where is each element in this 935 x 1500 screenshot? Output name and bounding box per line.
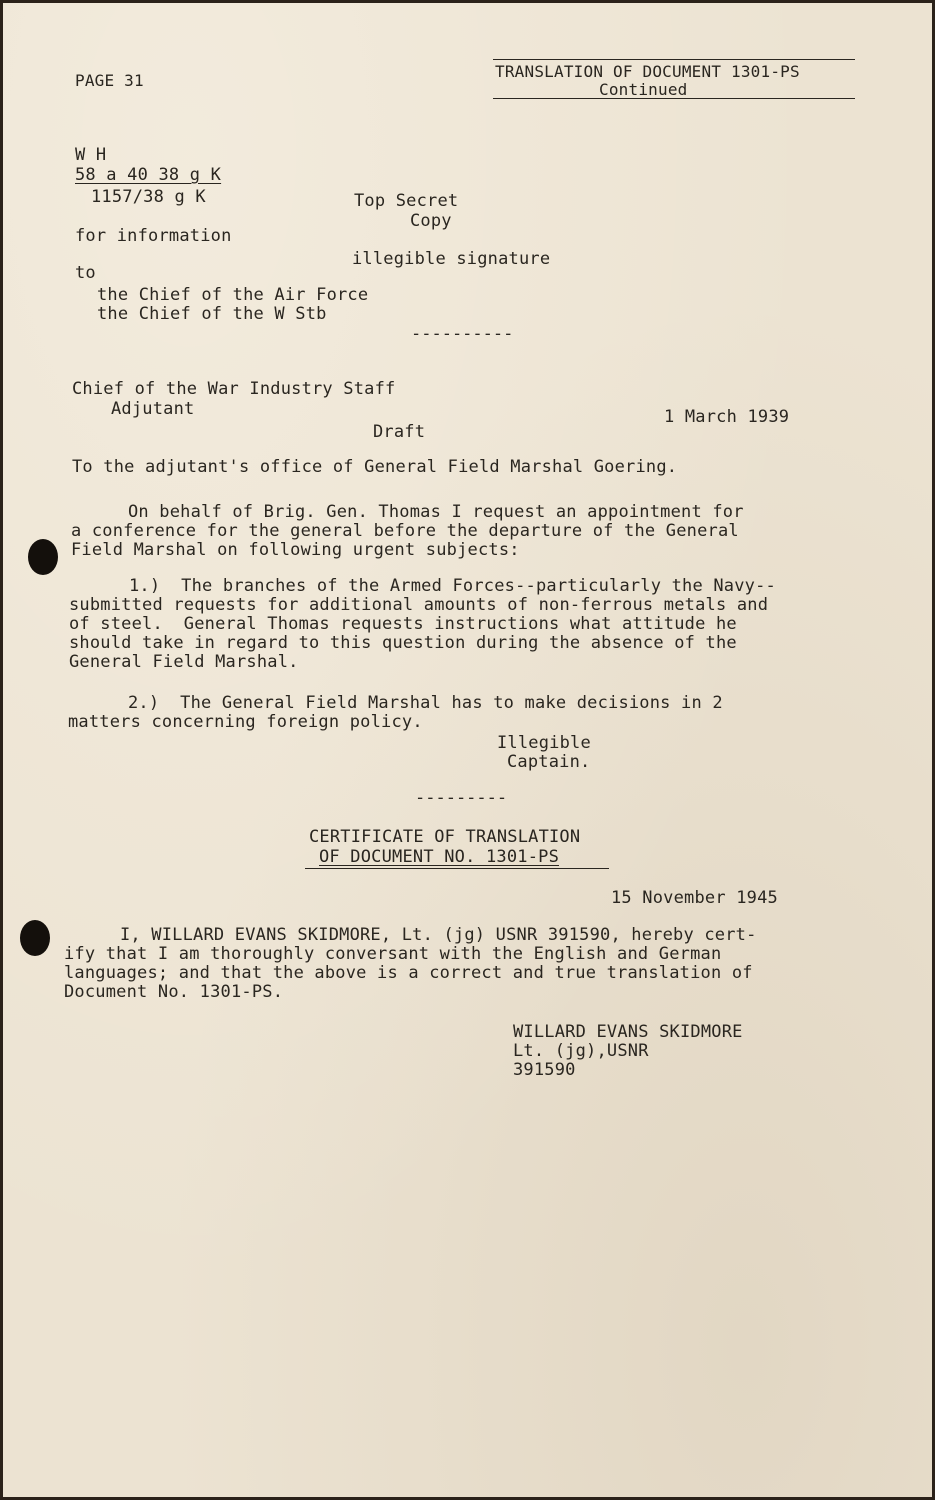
certificate-title-line2: OF DOCUMENT NO. 1301-PS — [319, 847, 560, 867]
punch-hole-top — [28, 539, 58, 575]
memo-item-1 — [69, 576, 776, 672]
page-number: PAGE 31 — [75, 71, 144, 90]
memo-from-line2: Adjutant — [111, 399, 195, 419]
memo-paragraph-1-line: a conference for the general before the departure of the General — [71, 521, 739, 541]
memo-item-1-line: of steel. General Thomas requests instructions what attitude he — [69, 614, 737, 634]
certificate-body — [64, 925, 757, 1002]
punch-hole-bottom — [20, 920, 50, 956]
classification-copy: Copy — [410, 211, 452, 231]
distribution-recipient-1: the Chief of the Air Force — [97, 285, 369, 305]
memo-item-2-line: matters concerning foreign policy. — [68, 712, 423, 732]
translator-service-number: 391590 — [513, 1060, 576, 1080]
separator-2: --------- — [415, 788, 508, 808]
header-top-rule — [493, 59, 855, 60]
signature-note: illegible signature — [352, 249, 551, 269]
certificate-body-line: I, WILLARD EVANS SKIDMORE, Lt. (jg) USNR 391590, hereby cert- — [120, 925, 757, 945]
distribution-to: to — [75, 263, 96, 283]
certificate-body-line: Document No. 1301-PS. — [64, 982, 284, 1002]
memo-paragraph-1 — [71, 502, 744, 560]
memo-item-2 — [68, 693, 723, 732]
memo-paragraph-1-line: Field Marshal on following urgent subjects: — [71, 540, 520, 560]
memo-item-2-line: 2.) The General Field Marshal has to make decisions in 2 — [128, 693, 723, 713]
memo-draft-label: Draft — [373, 422, 426, 442]
certificate-body-line: ify that I am thoroughly conversant with the English and German — [64, 944, 722, 964]
translator-name: WILLARD EVANS SKIDMORE — [513, 1022, 743, 1042]
memo-signature: Illegible — [497, 733, 591, 753]
file-ref-line3: 1157/38 g K — [91, 187, 206, 207]
memo-date: 1 March 1939 — [664, 407, 790, 427]
memo-paragraph-1-line: On behalf of Brig. Gen. Thomas I request an appointment for — [128, 502, 744, 522]
file-ref-line1: W H — [75, 145, 107, 165]
distribution-for-information: for information — [75, 226, 232, 246]
memo-addressee: To the adjutant's office of General Field Marshal Goering. — [72, 457, 678, 477]
classification-status: Top Secret — [354, 191, 459, 211]
document-subtitle: Continued — [599, 80, 688, 99]
document-title: TRANSLATION OF DOCUMENT 1301-PS — [495, 62, 800, 81]
certificate-title-underline — [305, 868, 609, 869]
certificate-title-line1: CERTIFICATE OF TRANSLATION — [309, 827, 581, 847]
memo-signatory-rank: Captain. — [507, 752, 591, 772]
memo-item-1-line: submitted requests for additional amounts of non-ferrous metals and — [69, 595, 769, 615]
separator-1: ---------- — [411, 324, 514, 344]
file-ref-line2: 58 a 40 38 g K — [75, 165, 222, 185]
header-bottom-rule — [493, 98, 855, 99]
certificate-body-line: languages; and that the above is a correct and true translation of — [64, 963, 753, 983]
memo-from-line1: Chief of the War Industry Staff — [72, 379, 396, 399]
memo-item-1-line: General Field Marshal. — [69, 652, 299, 672]
memo-item-1-line: should take in regard to this question during the absence of the — [69, 633, 737, 653]
document-page — [3, 3, 932, 1497]
distribution-recipient-2: the Chief of the W Stb — [97, 304, 327, 324]
certificate-date: 15 November 1945 — [611, 888, 778, 908]
translator-rank: Lt. (jg),USNR — [513, 1041, 649, 1061]
memo-item-1-line: 1.) The branches of the Armed Forces--particularly the Navy-- — [129, 576, 776, 596]
